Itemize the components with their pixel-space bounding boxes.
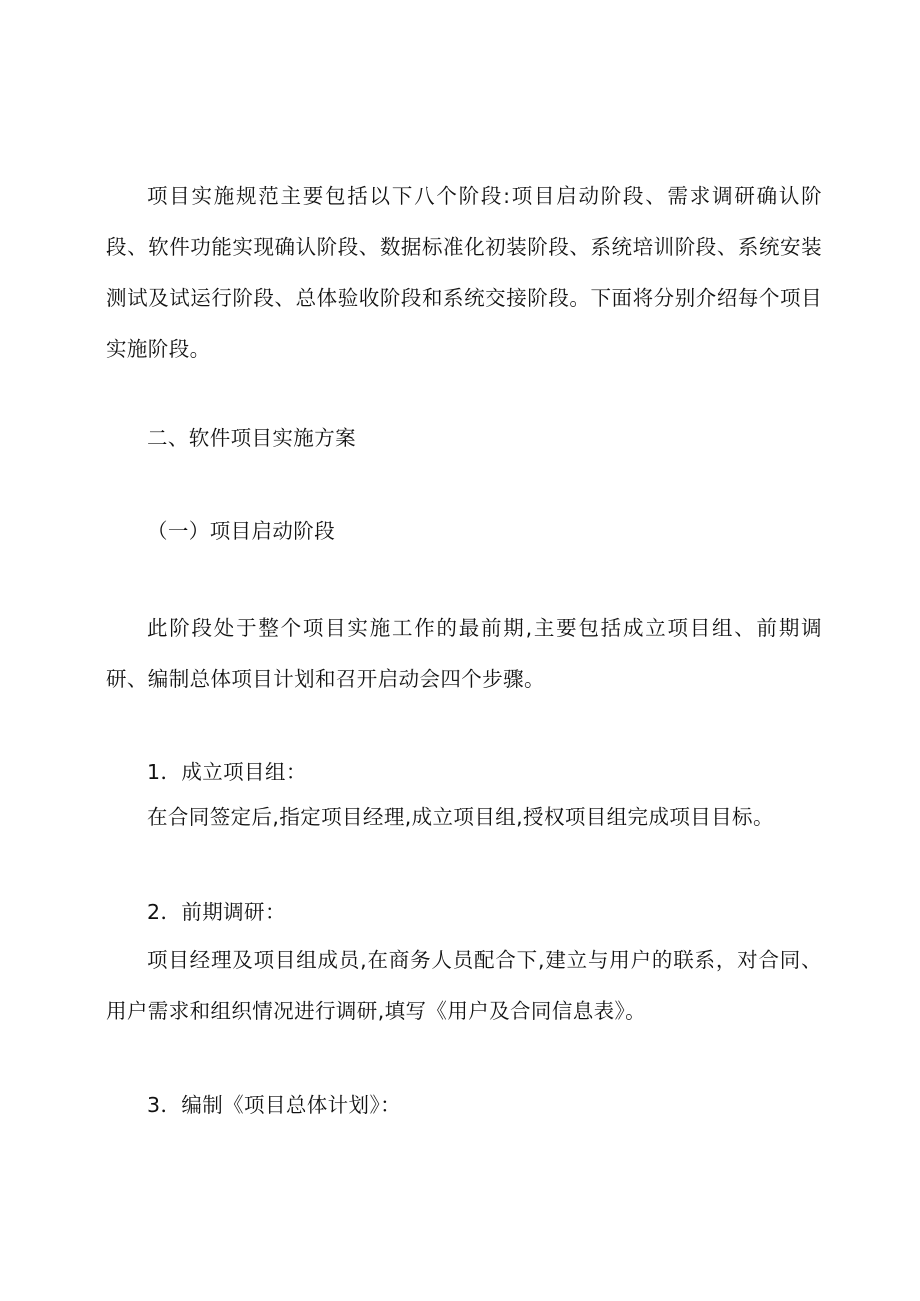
step-2-body: 项目经理及项目组成员,在商务人员配合下,建立与用户的联系，对合同、用户需求和组织情况进行调研,填写《用户及合同信息表》。 [106,948,822,1023]
step-3-title: 3．编制《项目总体计划》： [147,1093,401,1117]
step-1-title: 1．成立项目组： [147,760,307,784]
section-heading: 二、软件项目实施方案 [147,426,356,450]
step-1-body: 在合同签定后,指定项目经理,成立项目组,授权项目组完成项目目标。 [147,805,774,829]
step-2-title: 2．前期调研： [147,900,286,924]
intro-paragraph: 项目实施规范主要包括以下八个阶段:项目启动阶段、需求调研确认阶段、软件功能实现确认阶段、数据标准化初装阶段、系统培训阶段、系统安装测试及试运行阶段、总体验收阶段和系统交接阶段。下面将分别介绍每个项目实施阶段。 [106,184,822,361]
subsection-intro-paragraph: 此阶段处于整个项目实施工作的最前期,主要包括成立项目组、前期调研、编制总体项目计划和召开启动会四个步骤。 [106,616,822,691]
subsection-heading: （一）项目启动阶段 [147,519,336,543]
